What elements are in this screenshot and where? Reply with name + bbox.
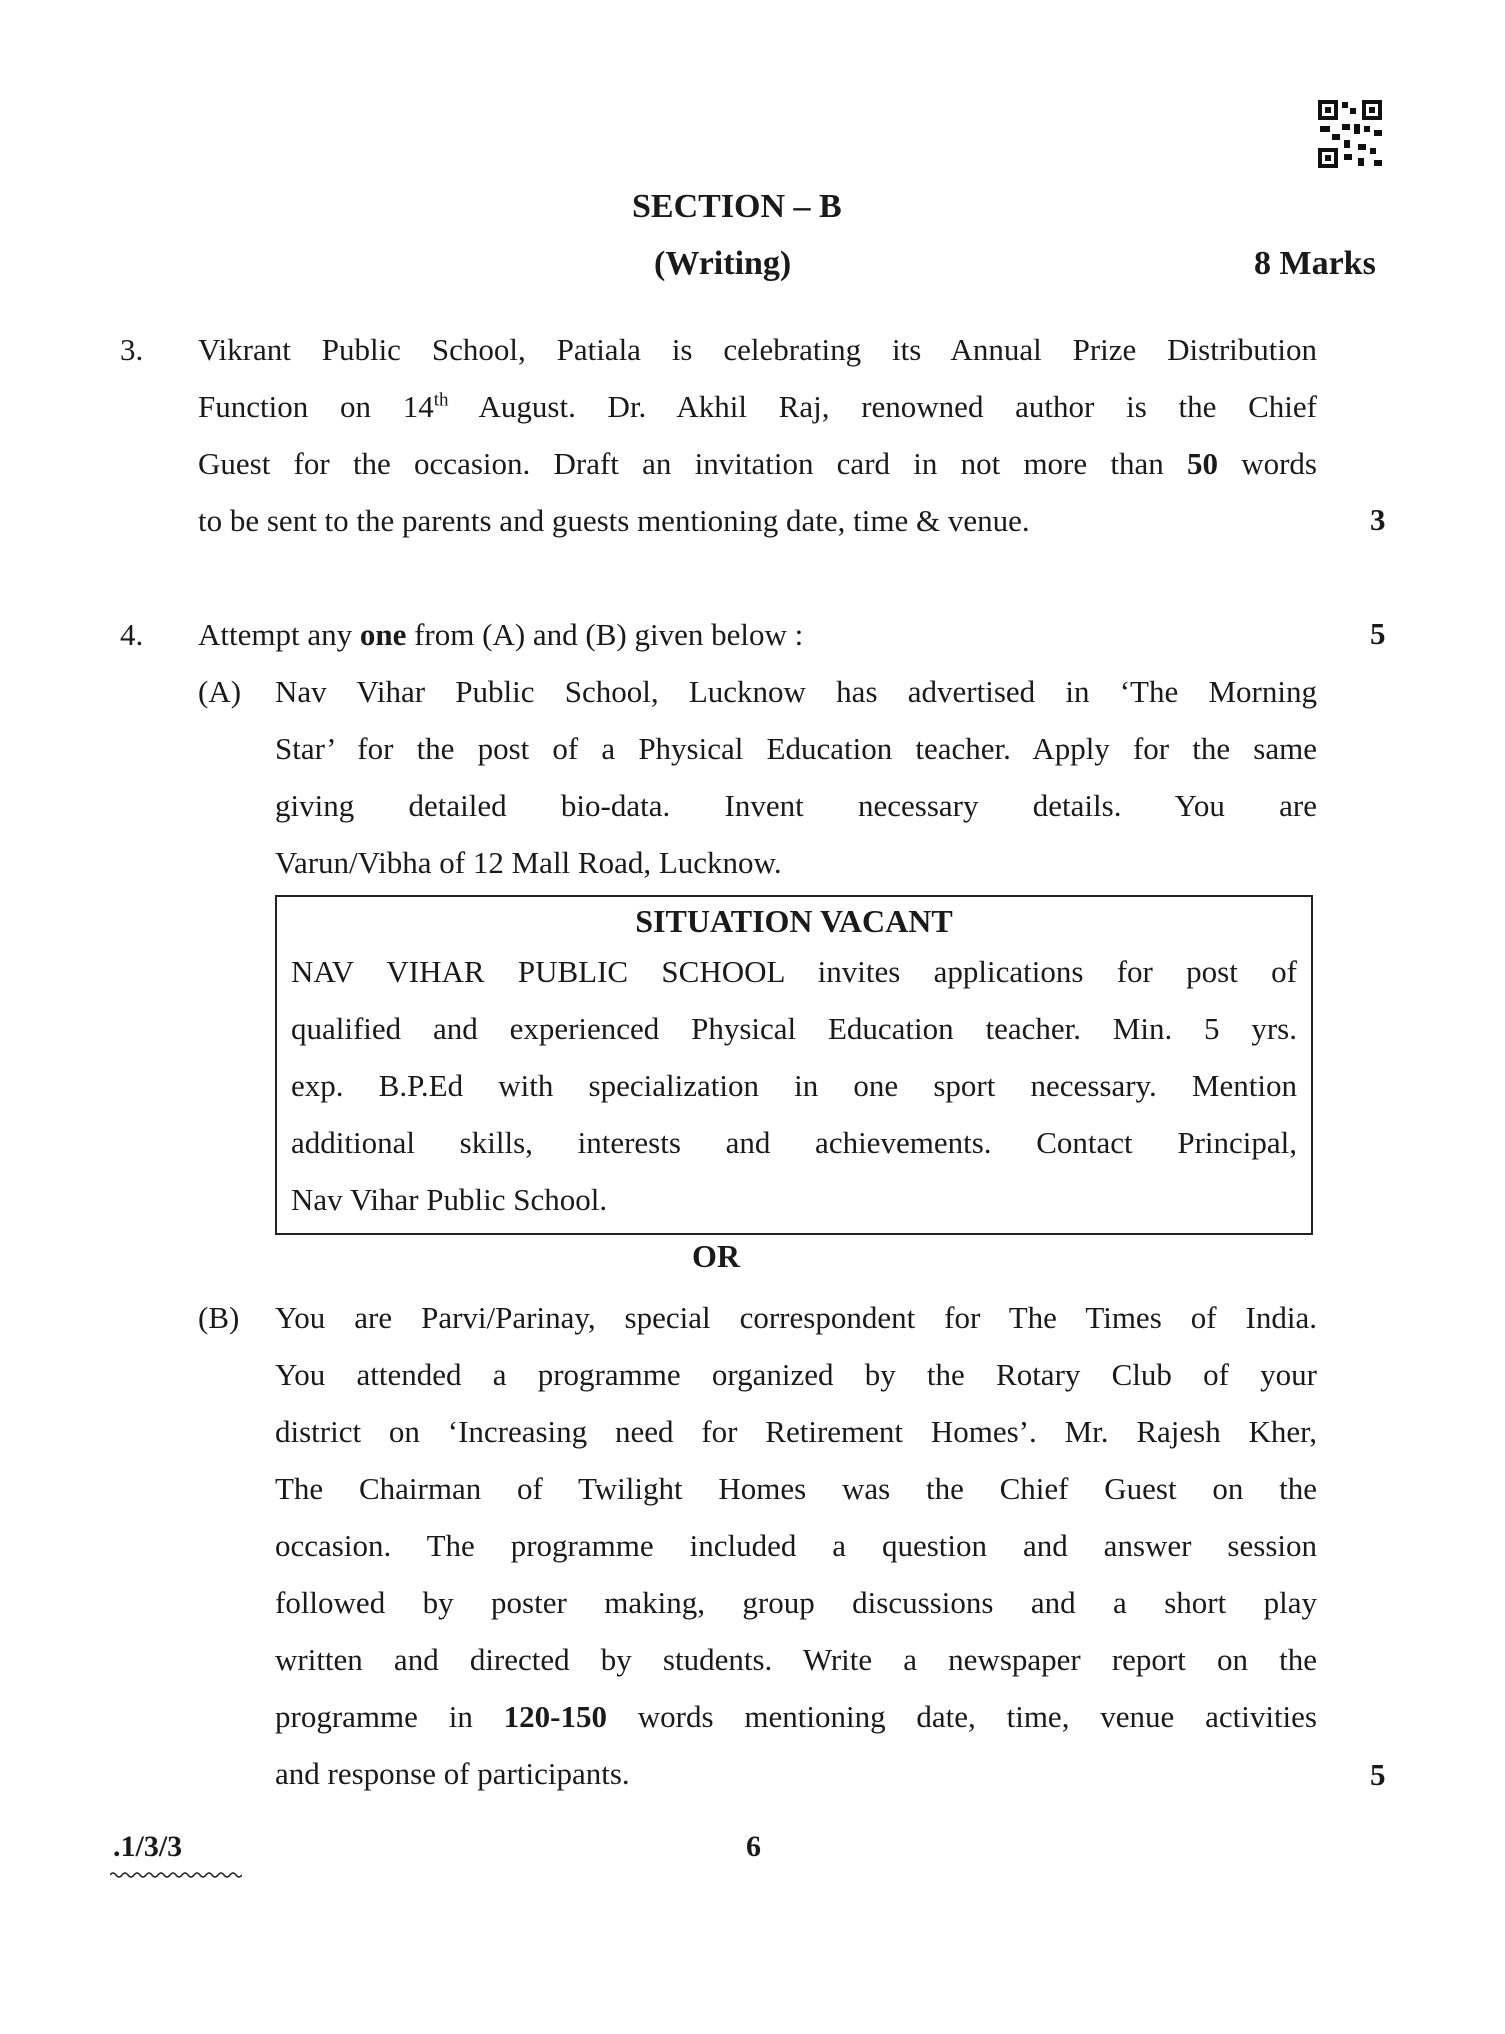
q4a-line-4: Varun/Vibha of 12 Mall Road, Lucknow. [275,845,782,880]
q4-number: 4. [120,617,144,652]
q4b-line-3: district on ‘Increasing need for Retirement Homes’. Mr. Rajesh Kher, [275,1414,1317,1449]
qr-code [1318,100,1384,170]
q4a-line-2: Star’ for the post of a Physical Education teacher. Apply for the same [275,731,1317,766]
q4a-label: (A) [198,674,242,709]
code-underline-squiggle [110,1870,242,1880]
q4-intro: Attempt any one from (A) and (B) given below : [198,617,804,652]
ad-line-4: additional skills, interests and achievements. Contact Principal, [291,1125,1297,1160]
q4b-text [275,1289,1317,1802]
or-separator: OR [692,1238,740,1274]
q3-line-2: Function on 14th August. Dr. Akhil Raj, renowned author is the Chief [198,389,1317,424]
q4b-line-9: and response of participants. [275,1756,630,1791]
q4b-line-4: The Chairman of Twilight Homes was the Chief Guest on the [275,1471,1317,1506]
q4a-line-1: Nav Vihar Public School, Lucknow has advertised in ‘The Morning [275,674,1317,709]
q4b-line-6: followed by poster making, group discussions and a short play [275,1585,1317,1620]
section-title: SECTION – B [632,188,842,225]
q4b-line-2: You attended a programme organized by the Rotary Club of your [275,1357,1317,1392]
ad-title: SITUATION VACANT [635,903,953,939]
ad-line-5: Nav Vihar Public School. [291,1182,608,1217]
ad-line-2: qualified and experienced Physical Education teacher. Min. 5 yrs. [291,1011,1297,1046]
ad-line-1: NAV VIHAR PUBLIC SCHOOL invites applications for post of [291,954,1297,989]
q4b-marks: 5 [1370,1757,1386,1792]
q4b-line-5: occasion. The programme included a question and answer session [275,1528,1317,1563]
q4-marks: 5 [1370,616,1386,651]
q4b-label: (B) [198,1300,240,1335]
q3-text [198,321,1317,549]
q4b-line-1: You are Parvi/Parinay, special correspondent for The Times of India. [275,1300,1317,1335]
advertisement-box [275,895,1313,1235]
paper-code: .1/3/3 [113,1830,183,1863]
q3-line-3: Guest for the occasion. Draft an invitation card in not more than 50 words [198,446,1317,481]
ad-line-3: exp. B.P.Ed with specialization in one sport necessary. Mention [291,1068,1297,1103]
page-number: 6 [746,1830,761,1863]
q3-number: 3. [120,332,144,367]
q4b-line-8: programme in 120-150 words mentioning date, time, venue activities [275,1699,1317,1734]
q4b-line-7: written and directed by students. Write a newspaper report on the [275,1642,1317,1677]
q3-line-4: to be sent to the parents and guests mentioning date, time & venue. [198,503,1030,538]
section-marks: 8 Marks [1254,245,1376,282]
q3-marks: 3 [1370,502,1386,537]
q4a-line-3: giving detailed bio-data. Invent necessary details. You are [275,788,1317,823]
q3-line-1: Vikrant Public School, Patiala is celebrating its Annual Prize Distribution [198,332,1317,367]
section-subtitle: (Writing) [654,245,792,282]
q4a-text [275,663,1317,891]
